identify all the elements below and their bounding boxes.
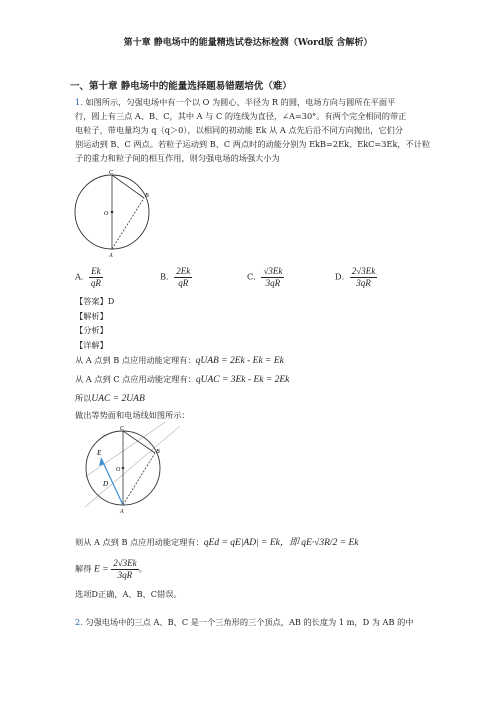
fig2-label-o: O (116, 467, 121, 473)
q1-line-3: 电粒子，带电量均为 q（q＞0），以相同的初动能 Ek 从 A 点先后沿不同方向抛出，它们分 (75, 125, 404, 135)
step-3: 所以UAC = 2UAB (75, 393, 145, 404)
page-title: 第十章 静电场中的能量精选试卷达标检测（Word版 含解析） (123, 38, 373, 48)
q1-line-4: 别运动到 B、C 两点。若粒子运动到 B、C 两点时的动能分别为 EkB=2Ek、EkC=3Ek，不计粒 (75, 139, 431, 149)
section-heading: 一、第十章 静电场中的能量选择题易错题培优（难） (70, 81, 292, 92)
fig2-label-e: E (97, 449, 102, 457)
option-b: B． $\frac{2Ek}{qR}$ (160, 266, 191, 288)
fig2-label-b: B (156, 449, 160, 455)
q1-line-2: 行，圆上有三点 A、B、C，其中 A 与 C 的连线为直径，∠A=30°。有两个完全相同的带正 (75, 111, 407, 121)
q1-field-figure (85, 422, 185, 517)
analysis-label: 【解析】 (75, 311, 108, 321)
step-6: 解得 E = $\frac{2√3Ek}{3qR}$ 。 (75, 558, 147, 580)
q1-line-1: 1. 如图所示，匀强电场中有一个以 O 为圆心、半径为 R 的圆，电场方向与圆所在平面平 (75, 97, 396, 107)
fig2-label-a: A (120, 509, 124, 515)
step-2: 从 A 点到 C 点应用动能定理有：qUAC = 3Ek - Ek = 2Ek (75, 374, 290, 385)
fig2-label-c: C (120, 426, 125, 432)
q1-line-5: 子的重力和粒子间的相互作用，则匀强电场的场强大小为 (75, 153, 280, 163)
step-5: 则从 A 点到 B 点应用动能定理有：qEd = qE|AD| = Ek，即 qE·√3R/2 = Ek (75, 537, 359, 548)
fig2-label-d: D (103, 480, 109, 488)
analysis-sub-label: 【分析】 (75, 325, 108, 335)
option-d: D． $\frac{2√3Ek}{3qR}$ (335, 266, 376, 288)
option-c: C． $\frac{√3Ek}{3qR}$ (247, 266, 283, 288)
fig1-label-c: C (109, 170, 114, 176)
fig1-label-o: O (104, 211, 109, 217)
detail-label: 【详解】 (75, 340, 108, 350)
fig1-label-b: B (145, 193, 149, 199)
q2-line-1: 2. 匀强电场中的三点 A、B、C 是一个三角形的三个顶点，AB 的长度为 1 m，D 为 AB 的中 (75, 617, 414, 627)
q2-number: 2. (75, 617, 83, 627)
answer: 【答案】D (75, 296, 115, 306)
q1-circle-figure (72, 168, 162, 263)
fig1-label-a: A (109, 253, 113, 259)
conclusion: 选项D正确，A、B、C错误。 (75, 589, 182, 599)
q1-number: 1. (75, 97, 83, 107)
option-a: A． $\frac{Ek}{qR}$ (75, 266, 101, 288)
step-1: 从 A 点到 B 点应用动能定理有：qUAB = 2Ek - Ek = Ek (75, 355, 284, 366)
step-4: 做出等势面和电场线如图所示： (75, 410, 190, 420)
